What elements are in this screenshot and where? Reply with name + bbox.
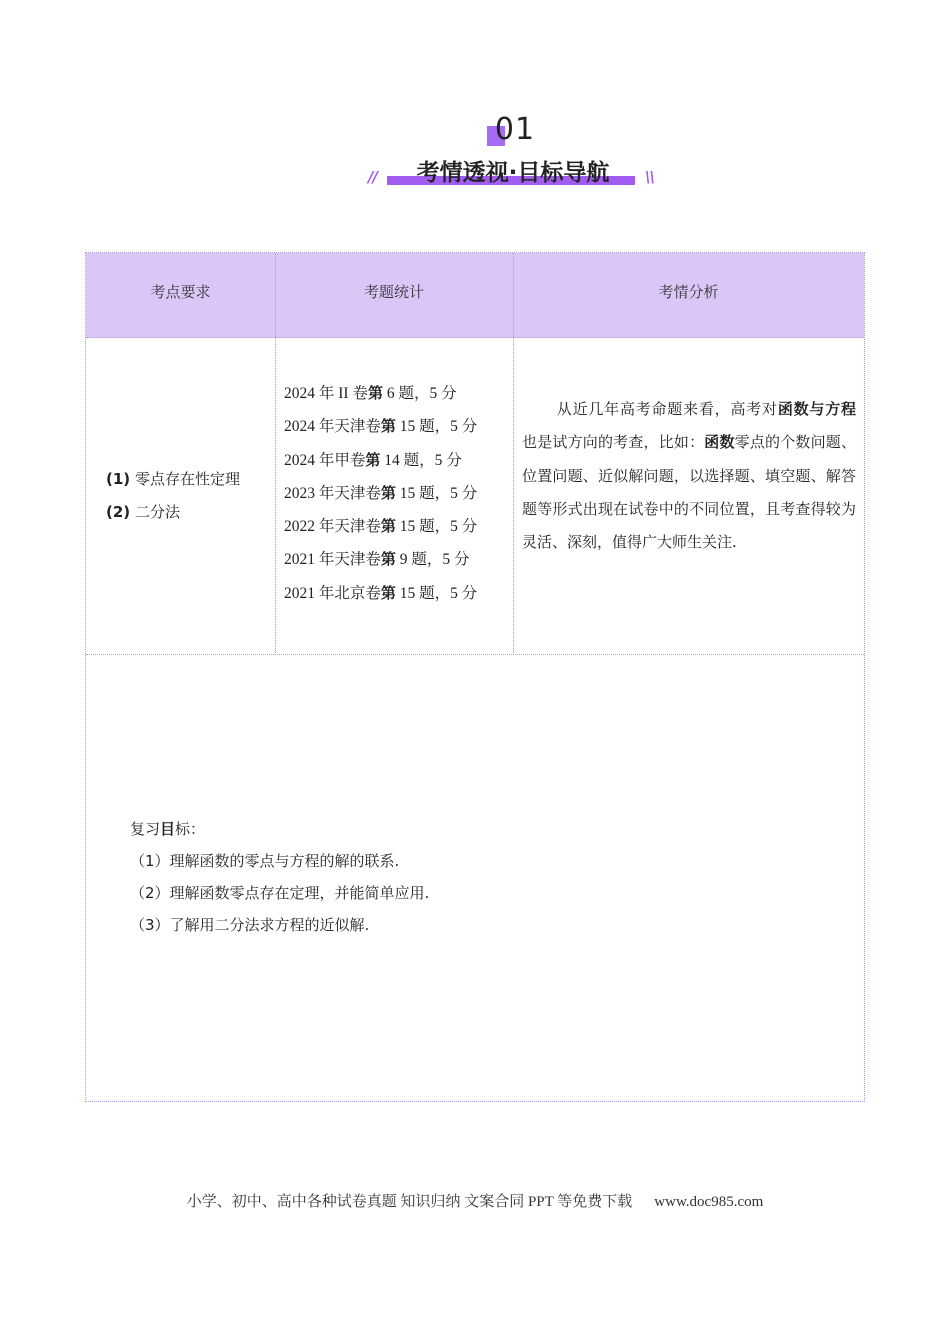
section-title: 考情透视·目标导航	[416, 160, 610, 186]
stat-line: 2021 年北京卷第 15 题，5 分	[284, 583, 478, 602]
header-requirements: 考点要求	[150, 283, 211, 301]
statistics-cell	[284, 377, 477, 610]
footer-text: 小学、初中、高中各种试卷真题 知识归纳 文案合同 PPT 等免费下载	[186, 1194, 633, 1210]
goals-title: 复习目标：	[130, 820, 206, 838]
goal-item: （3）了解用二分法求方程的近似解.	[130, 916, 370, 934]
slash-decoration-left: //	[368, 168, 377, 186]
exam-analysis-table	[85, 252, 865, 1102]
section-title-wrap	[368, 154, 658, 188]
stat-line: 2024 年 II 卷第 6 题，5 分	[284, 384, 457, 402]
goal-item: （1）理解函数的零点与方程的解的联系.	[130, 852, 400, 870]
stat-line: 2024 年甲卷第 14 题，5 分	[284, 450, 462, 469]
requirement-item: (2) 二分法	[106, 503, 180, 521]
stat-line: 2021 年天津卷第 9 题，5 分	[284, 550, 470, 569]
slash-decoration-right: \\	[645, 168, 654, 186]
requirement-item: (1) 零点存在性定理	[106, 470, 240, 488]
header-statistics: 考题统计	[363, 283, 424, 301]
analysis-cell: 从近几年高考命题来看，高考对函数与方程也是试方向的考查，比如：函数零点的个数问题、位置问题、近似解问题，以选择题、填空题、解答题等形式出现在试卷中的不同位置，且考查得较为灵活、深刻，值得广大师生关注.	[522, 400, 856, 552]
review-goals	[130, 813, 429, 941]
stat-line: 2022 年天津卷第 15 题，5 分	[284, 517, 478, 536]
footer-url[interactable]: www.doc985.com	[654, 1194, 764, 1210]
header-analysis: 考情分析	[658, 283, 719, 301]
stat-line: 2023 年天津卷第 15 题，5 分	[284, 483, 478, 502]
stat-line: 2024 年天津卷第 15 题，5 分	[284, 417, 478, 436]
section-header	[0, 110, 950, 200]
row-divider	[86, 654, 864, 655]
requirements-cell	[106, 463, 240, 529]
goal-item: （2）理解函数零点存在定理，并能简单应用.	[130, 884, 430, 902]
page-footer	[0, 1190, 950, 1211]
section-number: 01	[494, 112, 536, 147]
